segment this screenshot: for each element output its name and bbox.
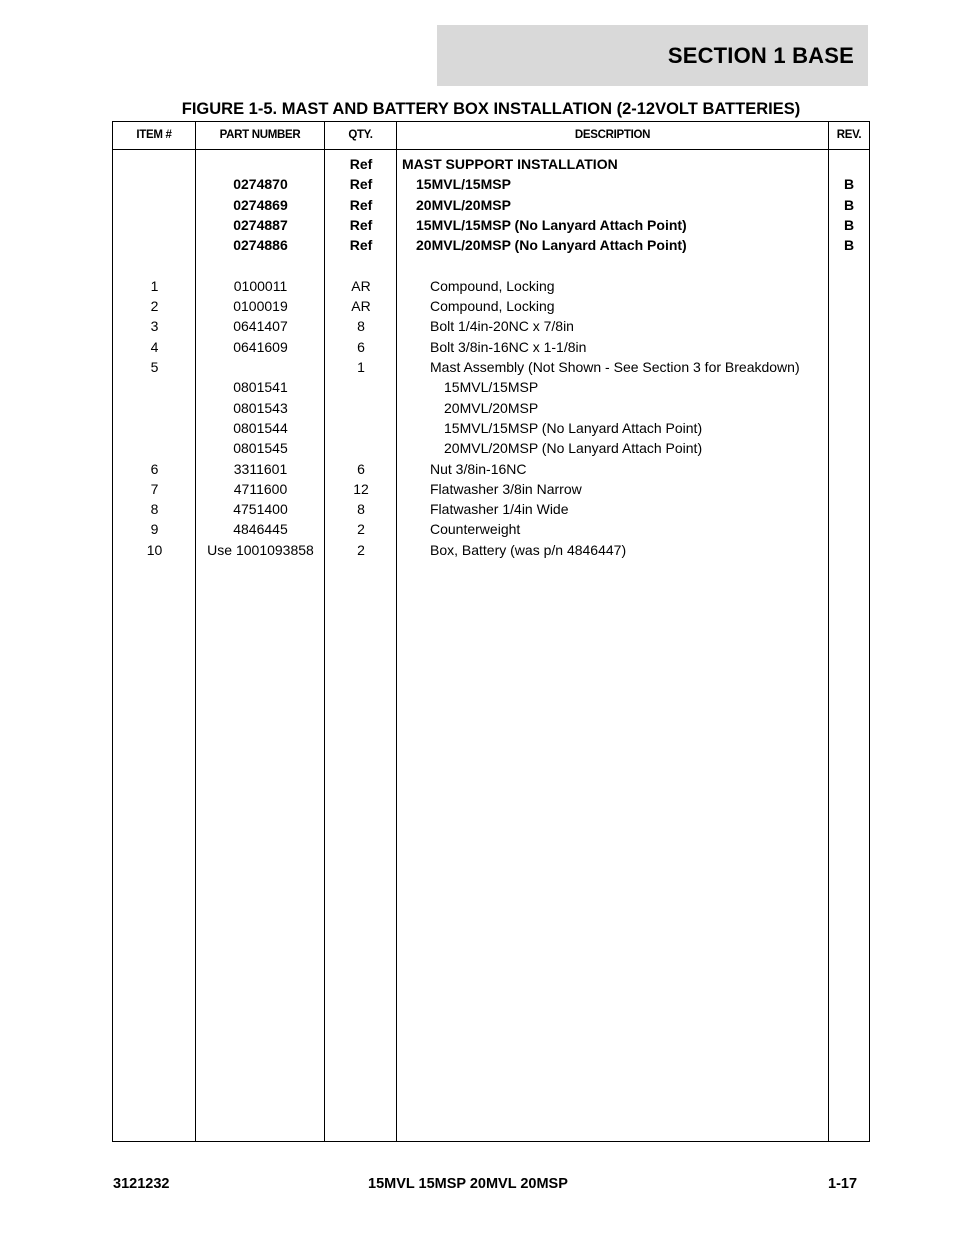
table-row (113, 479, 869, 499)
table-row (113, 438, 869, 458)
cell-qty: Ref (349, 216, 373, 233)
table-row (113, 377, 869, 397)
cell-item: 9 (150, 521, 159, 538)
cell-qty: Ref (349, 196, 373, 213)
cell-description: 15MVL/15MSP (416, 176, 511, 193)
table-row (113, 174, 869, 194)
cell-part-number: 0641609 (233, 338, 288, 355)
cell-part-number: 3311601 (233, 460, 288, 477)
cell-item: 1 (150, 277, 159, 294)
cell-qty: 2 (357, 521, 365, 538)
cell-description: Compound, Locking (430, 298, 555, 315)
cell-qty: AR (351, 277, 371, 294)
section-header (437, 25, 868, 86)
cell-qty: 8 (357, 501, 365, 518)
cell-qty: Ref (349, 156, 373, 172)
cell-description: Flatwasher 1/4in Wide (430, 501, 569, 518)
parts-table (112, 121, 870, 1142)
cell-part-number: 0100019 (233, 298, 288, 315)
cell-qty: 6 (357, 338, 365, 355)
col-header-description: DESCRIPTION (574, 129, 651, 141)
cell-part-number: Use 1001093858 (207, 541, 314, 558)
table-row (113, 418, 869, 438)
cell-description: Counterweight (430, 521, 521, 538)
cell-part-number: 0100011 (233, 277, 288, 294)
table-row (113, 215, 869, 235)
cell-item: 6 (150, 460, 159, 477)
cell-rev: B (843, 216, 855, 233)
figure-title: FIGURE 1-5. MAST AND BATTERY BOX INSTALLATION (2-12VOLT BATTERIES) (181, 100, 801, 118)
cell-item: 2 (150, 298, 159, 315)
col-header-item: ITEM # (136, 129, 172, 141)
cell-description: 15MVL/15MSP (444, 379, 539, 396)
cell-description: 15MVL/15MSP (No Lanyard Attach Point) (444, 419, 703, 436)
cell-qty: Ref (349, 237, 373, 254)
cell-description: Bolt 3/8in-16NC x 1-1/8in (430, 338, 587, 355)
cell-part-number: 0274886 (233, 237, 288, 254)
table-row (113, 195, 869, 215)
cell-qty: 1 (357, 359, 365, 375)
cell-qty: AR (351, 298, 371, 315)
cell-description: Box, Battery (was p/n 4846447) (430, 541, 627, 558)
table-row (113, 540, 869, 560)
table-row (113, 316, 869, 336)
cell-part-number: 4751400 (233, 501, 288, 518)
cell-part-number: 0274869 (233, 196, 288, 213)
cell-part-number: 4846445 (233, 521, 288, 538)
header-divider (113, 149, 869, 150)
table-row (113, 296, 869, 316)
cell-rev: B (843, 196, 855, 213)
cell-rev: B (843, 237, 855, 254)
table-row (113, 337, 869, 357)
cell-description: MAST SUPPORT INSTALLATION (402, 156, 618, 172)
table-row (113, 398, 869, 418)
cell-qty: 8 (357, 318, 365, 335)
cell-qty: Ref (349, 176, 373, 193)
cell-description: Mast Assembly (Not Shown - See Section 3 for Breakdown) (430, 359, 800, 375)
col-header-part-number: PART NUMBER (219, 129, 301, 141)
cell-description: Flatwasher 3/8in Narrow (430, 480, 582, 497)
cell-description: 20MVL/20MSP (416, 196, 511, 213)
col-header-rev: REV. (836, 129, 862, 141)
cell-description: Bolt 1/4in-20NC x 7/8in (430, 318, 574, 335)
table-row (113, 357, 869, 377)
cell-item: 5 (150, 359, 159, 375)
cell-item: 3 (150, 318, 159, 335)
table-row (113, 459, 869, 479)
cell-item: 8 (150, 501, 159, 518)
table-row (113, 276, 869, 296)
table-row (113, 154, 869, 174)
table-row (113, 235, 869, 255)
cell-description: Nut 3/8in-16NC (430, 460, 527, 477)
cell-qty: 2 (357, 541, 365, 558)
footer-doc-number: 3121232 (113, 1176, 170, 1192)
cell-part-number: 0801545 (233, 440, 288, 457)
cell-part-number: 0801541 (233, 379, 288, 396)
section-title: SECTION 1 BASE (667, 43, 854, 68)
cell-part-number: 0801543 (233, 399, 288, 416)
cell-part-number: 0641407 (233, 318, 288, 335)
cell-description: Compound, Locking (430, 277, 555, 294)
cell-item: 10 (146, 541, 163, 558)
table-row (113, 519, 869, 539)
footer-page-number: 1-17 (828, 1176, 858, 1192)
cell-part-number: 4711600 (233, 480, 288, 497)
cell-rev: B (843, 176, 855, 193)
cell-description: 20MVL/20MSP (No Lanyard Attach Point) (444, 440, 703, 457)
cell-part-number: 0801544 (233, 419, 288, 436)
cell-part-number: 0274870 (233, 176, 288, 193)
cell-description: 15MVL/15MSP (No Lanyard Attach Point) (416, 216, 687, 233)
cell-item: 7 (150, 480, 159, 497)
cell-description: 20MVL/20MSP (444, 399, 539, 416)
cell-qty: 6 (357, 460, 365, 477)
table-row (113, 256, 869, 276)
cell-item: 4 (150, 338, 159, 355)
cell-description: 20MVL/20MSP (No Lanyard Attach Point) (416, 237, 687, 254)
cell-part-number: 0274887 (233, 216, 288, 233)
cell-qty: 12 (353, 480, 369, 497)
footer-models: 15MVL 15MSP 20MVL 20MSP (368, 1176, 568, 1192)
col-header-qty: QTY. (348, 129, 373, 141)
table-row (113, 499, 869, 519)
